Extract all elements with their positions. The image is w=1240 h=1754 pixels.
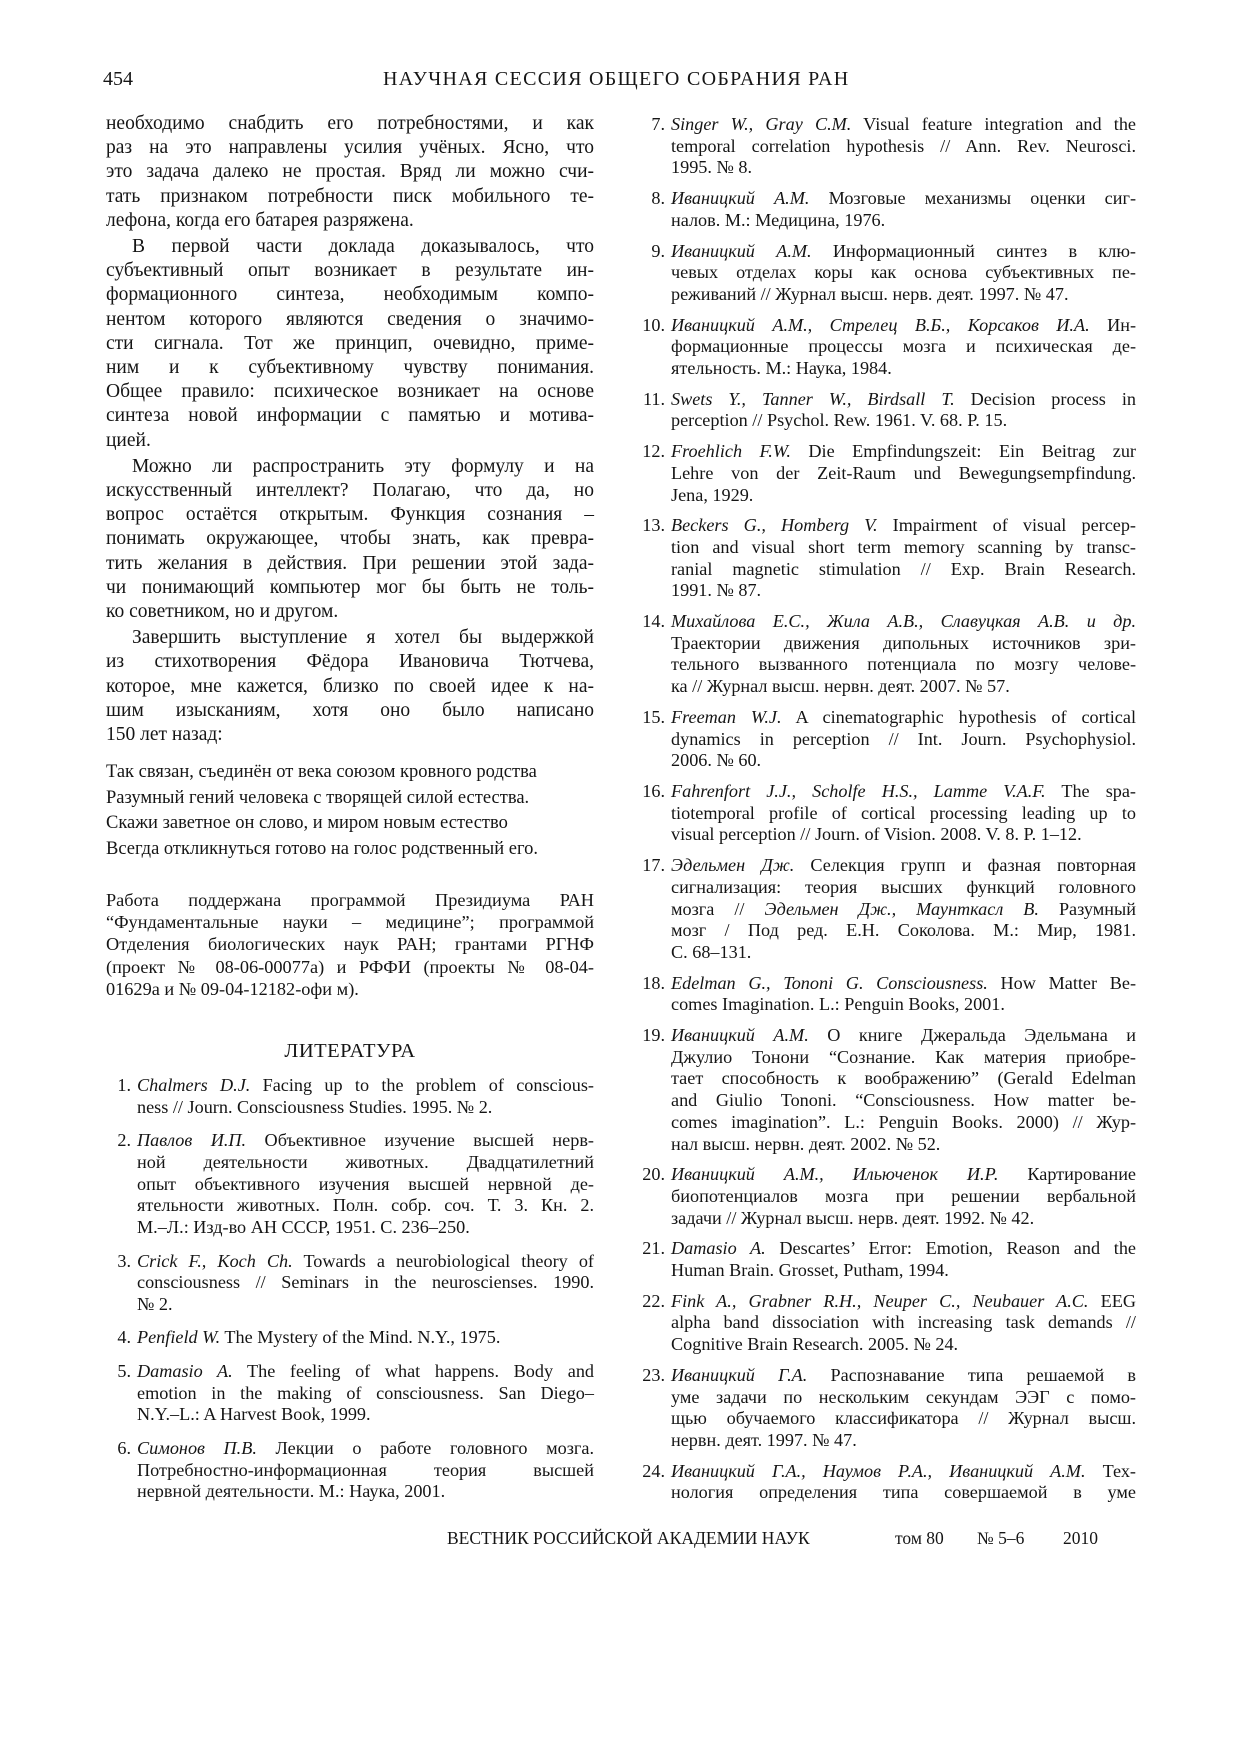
reference-text: Разумный — [1038, 898, 1136, 919]
references-list-right — [640, 114, 1136, 1513]
reference-item — [640, 241, 1136, 306]
footer-issue: № 5–6 — [977, 1528, 1025, 1548]
text-line: alpha band dissociation with increasing task demands // — [671, 1312, 1136, 1333]
reference-item — [640, 315, 1136, 380]
reference-authors: Эдельмен Дж. — [671, 855, 795, 876]
text-line — [671, 114, 1136, 136]
reference-text: Descartes’ Error: Emotion, Reason and the — [765, 1238, 1136, 1259]
reference-authors: Penfield W. — [137, 1327, 221, 1348]
text-line: Отделения биологических наук РАН; грантами РГНФ — [106, 934, 594, 955]
reference-text: Die Empfindungszeit: Ein Beitrag zur — [790, 441, 1136, 462]
journal-footer — [0, 1528, 1240, 1552]
text-line: emotion in the making of consciousness. San Diego– — [137, 1382, 594, 1403]
reference-item — [640, 441, 1136, 506]
poem-quotation — [106, 760, 606, 862]
text-line — [671, 1238, 1136, 1260]
footer-volume: том 80 — [895, 1528, 944, 1548]
reference-number: 11. — [642, 388, 665, 409]
paragraph — [106, 235, 594, 453]
text-line: 1995. № 8. — [671, 157, 753, 178]
reference-authors: Beckers G., Homberg V. — [671, 515, 878, 536]
references-heading: ЛИТЕРАТУРА — [284, 1040, 416, 1062]
text-line — [671, 611, 1136, 633]
reference-authors: Froehlich F.W. — [671, 441, 791, 462]
reference-item — [106, 1130, 594, 1239]
text-line: цией. — [106, 429, 151, 451]
text-line: Human Brain. Grosset, Putham, 1994. — [671, 1260, 949, 1281]
text-line: тать признаком потребности писк мобильного те- — [106, 185, 594, 207]
text-line: формационного синтеза, необходимым компо- — [106, 284, 594, 306]
reference-number: 4. — [117, 1327, 131, 1348]
reference-authors: Damasio A. — [137, 1360, 233, 1381]
reference-authors: Damasio A. — [671, 1238, 766, 1259]
running-title: НАУЧНАЯ СЕССИЯ ОБЩЕГО СОБРАНИЯ РАН — [383, 68, 850, 90]
text-line — [671, 441, 1136, 463]
reference-authors: Иваницкий А.М. — [671, 188, 810, 209]
text-line: сигнализация: теория высших функций головного — [671, 876, 1136, 897]
text-line: № 2. — [137, 1293, 173, 1314]
footer-journal-name: ВЕСТНИК РОССИЙСКОЙ АКАДЕМИИ НАУК — [447, 1528, 810, 1548]
text-line: тает способность к воображению” (Gerald Edelman — [671, 1068, 1136, 1089]
reference-text: Объективное изучение высшей нерв- — [246, 1130, 594, 1151]
text-line: нал высш. нервн. деят. 2002. № 52. — [671, 1133, 941, 1154]
reference-number: 16. — [642, 780, 665, 801]
text-line: ной деятельности животных. Двадцатилетний — [137, 1151, 594, 1172]
reference-authors: Иваницкий А.М., Стрелец В.Б., Корсаков И.А. — [671, 314, 1090, 335]
reference-item — [640, 611, 1136, 698]
reference-authors: Edelman G., Tononi G. Consciousness. — [671, 972, 988, 993]
reference-item — [640, 1025, 1136, 1155]
reference-text: Информационный синтез в клю- — [811, 240, 1136, 261]
text-line: шим изысканиям, хотя оно было написано — [106, 699, 594, 721]
reference-text: мозга // — [671, 898, 765, 919]
text-line — [671, 1461, 1136, 1483]
reference-authors: Иваницкий А.М., Ильюченок И.Р. — [671, 1164, 999, 1185]
reference-text: Тех- — [1085, 1460, 1136, 1481]
text-line: из стихотворения Фёдора Ивановича Тютчева, — [106, 651, 594, 673]
text-line: Траектории движения дипольных источников зри- — [671, 632, 1136, 653]
text-line: Общее правило: психическое возникает на основе — [106, 381, 594, 403]
reference-item — [640, 707, 1136, 772]
text-line: consciousness // Seminars in the neuroscienses. 1990. — [137, 1272, 594, 1293]
text-line — [137, 1251, 594, 1273]
text-line: Джулио Тонони “Сознание. Как материя приобре- — [671, 1046, 1136, 1067]
reference-number: 9. — [651, 240, 665, 261]
text-line: искусственный интеллект? Полагаю, что да, но — [106, 480, 594, 502]
text-line: нервной деятельности. М.: Наука, 2001. — [137, 1481, 446, 1502]
reference-text: О книге Джеральда Эдельмана и — [808, 1025, 1136, 1046]
reference-number: 14. — [642, 611, 665, 632]
reference-number: 3. — [117, 1250, 131, 1271]
reference-item — [640, 855, 1136, 964]
text-line: лефона, когда его батарея разряжена. — [106, 209, 414, 231]
reference-number: 15. — [642, 706, 665, 727]
text-line: ness // Journ. Consciousness Studies. 1995. № 2. — [137, 1096, 493, 1117]
reference-number: 18. — [642, 972, 665, 993]
reference-item — [640, 781, 1136, 846]
text-line: С. 68–131. — [671, 941, 752, 962]
reference-item — [640, 1291, 1136, 1356]
text-line: ка // Журнал высш. нервн. деят. 2007. № 57. — [671, 676, 1010, 697]
reference-number: 23. — [642, 1364, 665, 1385]
text-line — [671, 1164, 1136, 1186]
reference-text: Лекции о работе головного мозга. — [256, 1437, 594, 1458]
funding-acknowledgment — [106, 889, 594, 1000]
text-line: тить желания в действия. При решении этой зада- — [106, 552, 594, 574]
reference-text: Towards a neurobiological theory of — [292, 1250, 594, 1271]
reference-item — [106, 1438, 594, 1503]
reference-item — [640, 389, 1136, 432]
reference-text: A cinematographic hypothesis of cortical — [781, 706, 1136, 727]
reference-authors: Crick F., Koch Ch. — [137, 1250, 293, 1271]
article-body-text — [106, 112, 594, 749]
reference-authors: Singer W., Gray C.M. — [671, 114, 852, 134]
reference-text: Селекция групп и фазная повторная — [794, 855, 1136, 876]
text-line: 150 лет назад: — [106, 724, 223, 746]
reference-item — [640, 1365, 1136, 1452]
reference-number: 22. — [642, 1290, 665, 1311]
text-line: нервн. деят. 1997. № 47. — [671, 1429, 857, 1450]
reference-item — [640, 1238, 1136, 1281]
reference-item — [106, 1361, 594, 1426]
reference-authors: Freeman W.J. — [671, 706, 782, 727]
text-line: 01629а и № 09-04-12182-офи м). — [106, 978, 359, 999]
text-line: comes Imagination. L.: Penguin Books, 2001. — [671, 994, 1005, 1015]
text-line: щью обучаемого классификатора // Журнал высш. — [671, 1408, 1136, 1429]
reference-item — [640, 188, 1136, 231]
text-line: реживаний // Журнал высш. нерв. деят. 1997. № 47. — [671, 283, 1069, 304]
reference-number: 17. — [642, 855, 665, 876]
paragraph — [106, 626, 594, 747]
text-line: tiotemporal profile of cortical processing leading up to — [671, 802, 1136, 823]
reference-authors: Иваницкий Г.А. — [671, 1364, 808, 1385]
text-line: Jena, 1929. — [671, 484, 754, 505]
reference-authors: Chalmers D.J. — [137, 1075, 251, 1095]
reference-authors: Михайлова Е.С., Жила А.В., Славуцкая А.В. и др. — [671, 611, 1136, 632]
text-line: сти сигнала. Тот же принцип, очевидно, приме- — [106, 332, 594, 354]
page-number: 454 — [103, 68, 133, 90]
text-line — [671, 188, 1136, 210]
reference-text: Мозговые механизмы оценки сиг- — [809, 188, 1137, 209]
text-line: temporal correlation hypothesis // Ann. Rev. Neurosci. — [671, 135, 1136, 156]
text-line: необходимо снабдить его потребностями, и как — [106, 113, 594, 134]
text-line: Потребностно-информационная теория высшей — [137, 1459, 594, 1480]
text-line: ним и к субъективному чувству понимания. — [106, 357, 594, 379]
text-line — [137, 1327, 594, 1349]
text-line: субъективный опыт возникает в результате ин- — [106, 260, 594, 282]
reference-number: 7. — [651, 114, 665, 134]
reference-text: EEG — [1088, 1290, 1136, 1311]
text-line: задачи // Журнал высш. нерв. деят. 1992. № 42. — [671, 1207, 1035, 1228]
text-line: биопотенциалов мозга при решении вербальной — [671, 1185, 1136, 1206]
reference-number: 21. — [642, 1238, 665, 1259]
reference-item — [640, 973, 1136, 1016]
reference-text: The feeling of what happens. Body and — [232, 1360, 595, 1381]
paragraph — [106, 112, 594, 233]
text-line: формационные процессы мозга и психическая де- — [671, 336, 1136, 357]
reference-text: The Mystery of the Mind. N.Y., 1975. — [220, 1327, 501, 1348]
text-line: налов. М.: Медицина, 1976. — [671, 209, 886, 230]
text-line: тельного вызванного потенциала по мозгу челове- — [671, 654, 1136, 675]
reference-number: 2. — [117, 1130, 131, 1151]
text-line: tion and visual short term memory scanning by transc- — [671, 536, 1136, 557]
reference-number: 1. — [117, 1075, 131, 1095]
text-line: ятельность. М.: Наука, 1984. — [671, 358, 892, 379]
text-line: ко советником, но и другом. — [106, 601, 339, 623]
text-line — [671, 781, 1136, 803]
text-line: чи понимающий компьютер мог бы быть не толь- — [106, 576, 594, 598]
reference-item — [640, 114, 1136, 179]
reference-authors: Иваницкий Г.А., Наумов Р.А., Иваницкий А.М. — [671, 1460, 1086, 1481]
text-line: dynamics in perception // Int. Journ. Psychophysiol. — [671, 728, 1136, 749]
text-line: понимать окружающее, чтобы знать, как превра- — [106, 528, 594, 550]
reference-text: Ин- — [1089, 314, 1136, 335]
reference-item — [106, 1327, 594, 1349]
text-line: N.Y.–L.: A Harvest Book, 1999. — [137, 1404, 371, 1425]
text-line — [671, 899, 1136, 921]
text-line: 1991. № 87. — [671, 580, 762, 601]
reference-authors: Иваницкий А.М. — [671, 240, 812, 261]
references-list-left — [106, 1075, 594, 1515]
text-line: comes imagination”. L.: Penguin Books. 2000) // Жур- — [671, 1111, 1136, 1132]
reference-number: 12. — [642, 441, 665, 462]
paragraph — [106, 455, 594, 624]
text-line: perception // Psychol. Rew. 1961. V. 68. P. 15. — [671, 410, 1008, 431]
reference-number: 20. — [642, 1164, 665, 1185]
reference-text: Decision process in — [954, 388, 1136, 409]
reference-number: 8. — [651, 188, 665, 209]
text-line — [671, 241, 1136, 263]
reference-text: Visual feature integration and the — [851, 114, 1136, 134]
text-line — [671, 1365, 1136, 1387]
reference-text: How Matter Be- — [987, 972, 1137, 993]
text-line: опыт объективного изучения высшей нервной де- — [137, 1173, 594, 1194]
text-line: 2006. № 60. — [671, 750, 762, 771]
text-line: Разумный гений человека с творящей силой естества. — [106, 787, 530, 808]
text-line: синтеза новой информации с памятью и мотива- — [106, 405, 594, 427]
text-line: чевых отделах коры как основа субъективных пе- — [671, 262, 1136, 283]
reference-number: 24. — [642, 1460, 665, 1481]
text-line: Работа поддержана программой Президиума РАН — [106, 890, 594, 910]
text-line — [671, 973, 1136, 995]
text-line: Так связан, съединён от века союзом кровного родства — [106, 762, 537, 782]
text-line: Завершить выступление я хотел бы выдержкой — [132, 627, 594, 649]
text-line — [671, 1025, 1136, 1047]
reference-number: 19. — [642, 1025, 665, 1046]
reference-text: Распознавание типа решаемой в — [807, 1364, 1137, 1385]
text-line: Можно ли распространить эту формулу и на — [132, 455, 594, 477]
text-line: (проект № 08-06-00077а) и РФФИ (проекты № 08-04- — [106, 956, 594, 977]
reference-item — [640, 515, 1136, 602]
text-line: раз на это направлены усилия учёных. Ясно, что — [106, 137, 594, 159]
text-line — [671, 707, 1136, 729]
text-line: ятельности животных. Полн. собр. соч. Т. 3. Кн. 2. — [137, 1195, 594, 1216]
reference-item — [106, 1251, 594, 1316]
text-line: которое, мне кажется, близко по своей идее к на- — [106, 675, 594, 697]
text-line: “Фундаментальные науки – медицине”; программой — [106, 912, 594, 933]
text-line: уме задачи по нескольким секундам ЭЭГ с помо- — [671, 1386, 1136, 1407]
reference-text: The spa- — [1045, 780, 1136, 801]
reference-authors: Fahrenfort J.J., Scholfe H.S., Lamme V.A.F. — [671, 780, 1046, 801]
text-line: and Giulio Tononi. “Consciousness. How matter be- — [671, 1090, 1136, 1111]
reference-authors: Swets Y., Tanner W., Birdsall T. — [671, 388, 955, 409]
text-line: Cognitive Brain Research. 2005. № 24. — [671, 1334, 959, 1355]
text-line: М.–Л.: Изд-во АН СССР, 1951. С. 236–250. — [137, 1217, 470, 1238]
reference-authors: Fink A., Grabner R.H., Neuper C., Neubauer A.C. — [671, 1290, 1089, 1311]
reference-item — [640, 1461, 1136, 1504]
text-line — [137, 1361, 594, 1383]
text-line — [671, 855, 1136, 877]
text-line — [137, 1438, 594, 1460]
footer-year: 2010 — [1063, 1528, 1098, 1548]
reference-text: Facing up to the problem of conscious- — [250, 1075, 594, 1095]
reference-item — [106, 1075, 594, 1118]
text-line: нентом которого являются сведения о значимо- — [106, 308, 594, 330]
reference-authors: Иваницкий А.М. — [671, 1025, 809, 1046]
reference-number: 6. — [117, 1437, 131, 1458]
text-line: Скажи заветное он слово, и миром новым естество — [106, 813, 508, 834]
reference-authors: Эдельмен Дж., Маунткасл В. — [764, 898, 1039, 919]
text-line — [671, 389, 1136, 411]
text-line: Всегда откликнуться готово на голос родственный его. — [106, 838, 538, 859]
reference-text: Картирование — [998, 1164, 1136, 1185]
text-line: вопрос остаётся открытым. Функция сознания – — [106, 504, 594, 526]
text-line: нология определения типа совершаемой в уме — [671, 1482, 1136, 1503]
text-line: В первой части доклада доказывалось, что — [132, 236, 594, 258]
reference-number: 13. — [642, 515, 665, 536]
text-line: visual perception // Journ. of Vision. 2008. V. 8. P. 1–12. — [671, 824, 1082, 845]
text-line: мозг / Под ред. Е.Н. Соколова. М.: Мир, 1981. — [671, 920, 1136, 941]
text-line — [671, 515, 1136, 537]
reference-authors: Симонов П.В. — [137, 1437, 257, 1458]
text-line — [671, 1291, 1136, 1313]
reference-text: Impairment of visual percep- — [877, 515, 1136, 536]
text-line: ranial magnetic stimulation // Exp. Brain Research. — [671, 558, 1136, 579]
reference-authors: Павлов И.П. — [137, 1130, 247, 1151]
text-line — [137, 1130, 594, 1152]
text-line — [671, 315, 1136, 337]
text-line — [137, 1075, 594, 1097]
reference-number: 10. — [642, 314, 665, 335]
reference-item — [640, 1164, 1136, 1229]
text-line: Lehre von der Zeit-Raum und Bewegungsempfindung. — [671, 462, 1136, 483]
text-line: это задача далеко не простая. Вряд ли можно счи- — [106, 161, 594, 183]
reference-number: 5. — [117, 1360, 131, 1381]
